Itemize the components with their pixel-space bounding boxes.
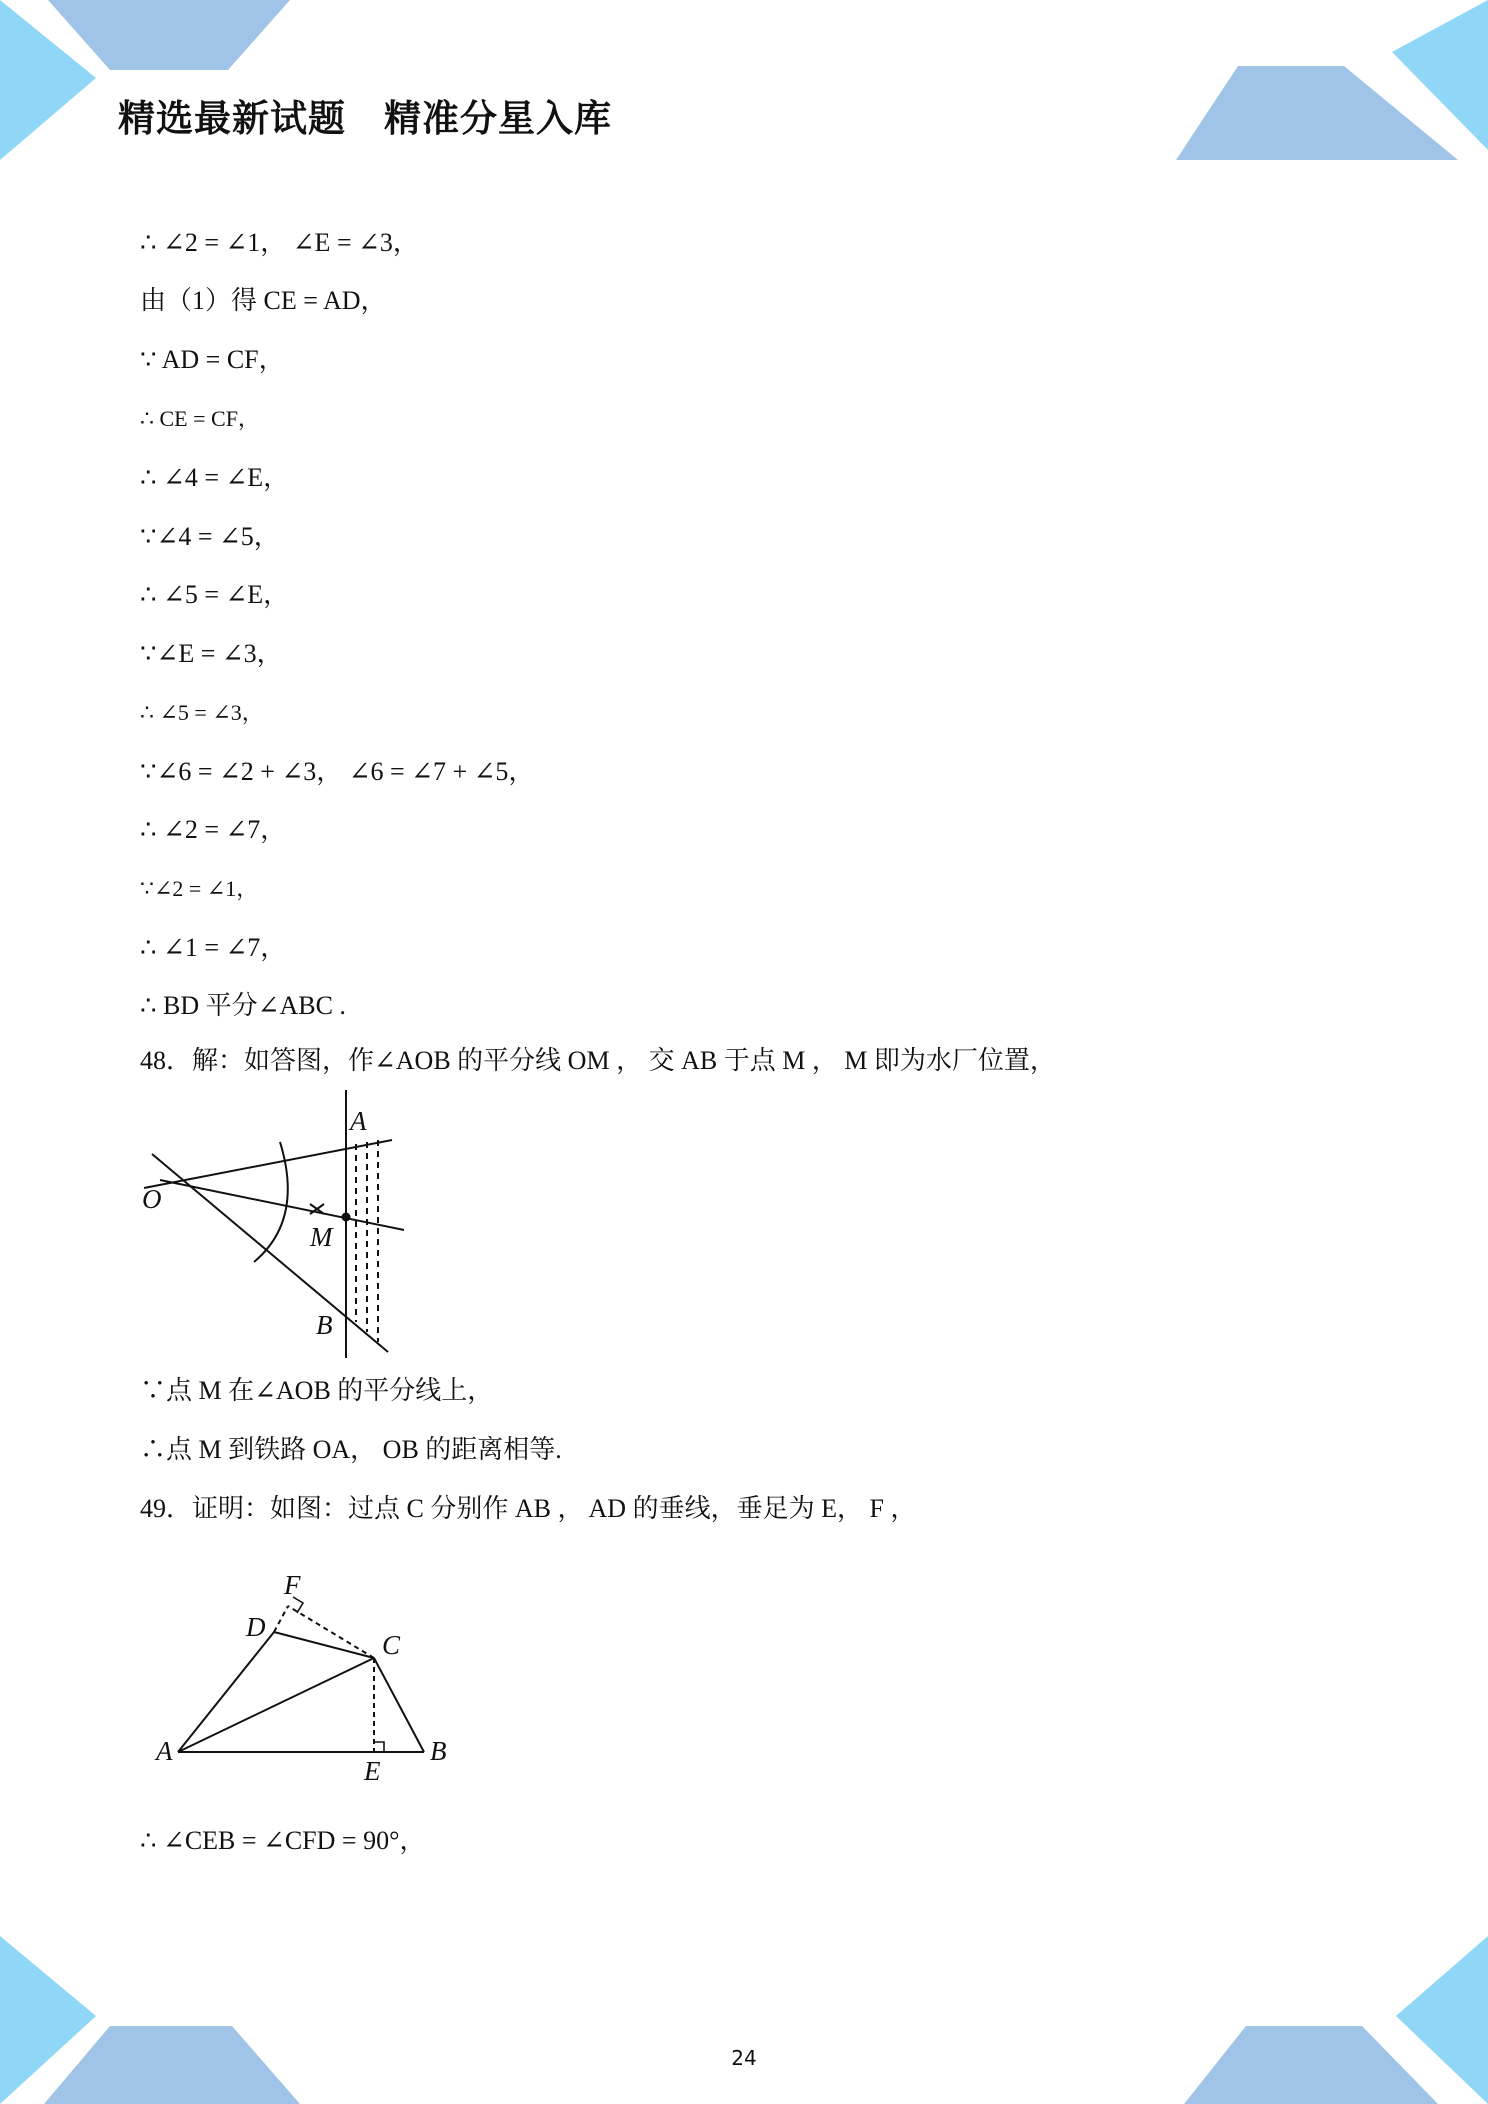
- proof-line-11: ∴ ∠2 = ∠7，: [140, 815, 287, 844]
- problem-49-text: 49．证明：如图：过点 C 分别作 AB ， AD 的垂线，垂足为 E， F ，: [140, 1494, 917, 1523]
- page-number: 24: [731, 2046, 757, 2070]
- proof-line-10: ∵∠6 = ∠2 + ∠3， ∠6 = ∠7 + ∠5，: [140, 757, 535, 786]
- proof-line-12: ∵∠2 = ∠1，: [140, 876, 259, 901]
- ray-ob: [152, 1154, 388, 1352]
- proof-line-1: ∴ ∠2 = ∠1， ∠E = ∠3，: [140, 228, 419, 257]
- side-cb: [374, 1658, 424, 1752]
- label-a: A: [156, 1736, 173, 1766]
- label-b: B: [316, 1310, 333, 1340]
- perpendicular-cf: [288, 1606, 374, 1658]
- proof-line-8: ∵∠E = ∠3，: [140, 639, 283, 668]
- label-d: D: [246, 1612, 266, 1642]
- proof-line-4: ∴ CE = CF，: [140, 406, 260, 431]
- side-dc: [274, 1632, 374, 1658]
- header-title: 精选最新试题 精准分星入库: [118, 97, 612, 140]
- figure-48-diagram: [130, 1090, 420, 1365]
- figure-49-diagram: [150, 1566, 460, 1791]
- problem-49-line-2: ∴ ∠CEB = ∠CFD = 90°，: [140, 1826, 426, 1855]
- proof-line-9: ∴ ∠5 = ∠3，: [140, 700, 264, 725]
- label-e: E: [364, 1756, 381, 1786]
- corner-decoration-top-left-trapezoid: [48, 0, 290, 70]
- problem-48-text: 48．解：如答图，作∠AOB 的平分线 OM ， 交 AB 于点 M ， M 即为水厂位置，: [140, 1046, 1056, 1075]
- extension-df: [274, 1606, 288, 1632]
- label-m: M: [310, 1222, 333, 1252]
- corner-decoration-top-right-trapezoid: [1176, 66, 1458, 160]
- proof-line-2: 由（1）得 CE = AD，: [140, 286, 387, 315]
- label-a: A: [350, 1106, 367, 1136]
- label-o: O: [142, 1184, 162, 1214]
- ray-oa: [144, 1140, 392, 1188]
- right-angle-mark-e: [374, 1742, 384, 1752]
- point-m: [342, 1213, 351, 1222]
- side-ad: [178, 1632, 274, 1752]
- label-b: B: [430, 1736, 447, 1766]
- diagonal-ac: [178, 1658, 374, 1752]
- label-f: F: [284, 1570, 301, 1600]
- proof-line-6: ∵∠4 = ∠5，: [140, 522, 280, 551]
- label-c: C: [382, 1630, 401, 1660]
- proof-line-5: ∴ ∠4 = ∠E，: [140, 463, 290, 492]
- problem-48-line-3: ∴点 M 到铁路 OA， OB 的距离相等.: [140, 1435, 562, 1464]
- proof-line-3: ∵ AD = CF，: [140, 345, 285, 374]
- problem-48-line-2: ∵点 M 在∠AOB 的平分线上，: [140, 1376, 494, 1405]
- proof-line-13: ∴ ∠1 = ∠7，: [140, 933, 287, 962]
- proof-line-7: ∴ ∠5 = ∠E，: [140, 580, 290, 609]
- proof-line-14: ∴ BD 平分∠ABC .: [140, 991, 346, 1020]
